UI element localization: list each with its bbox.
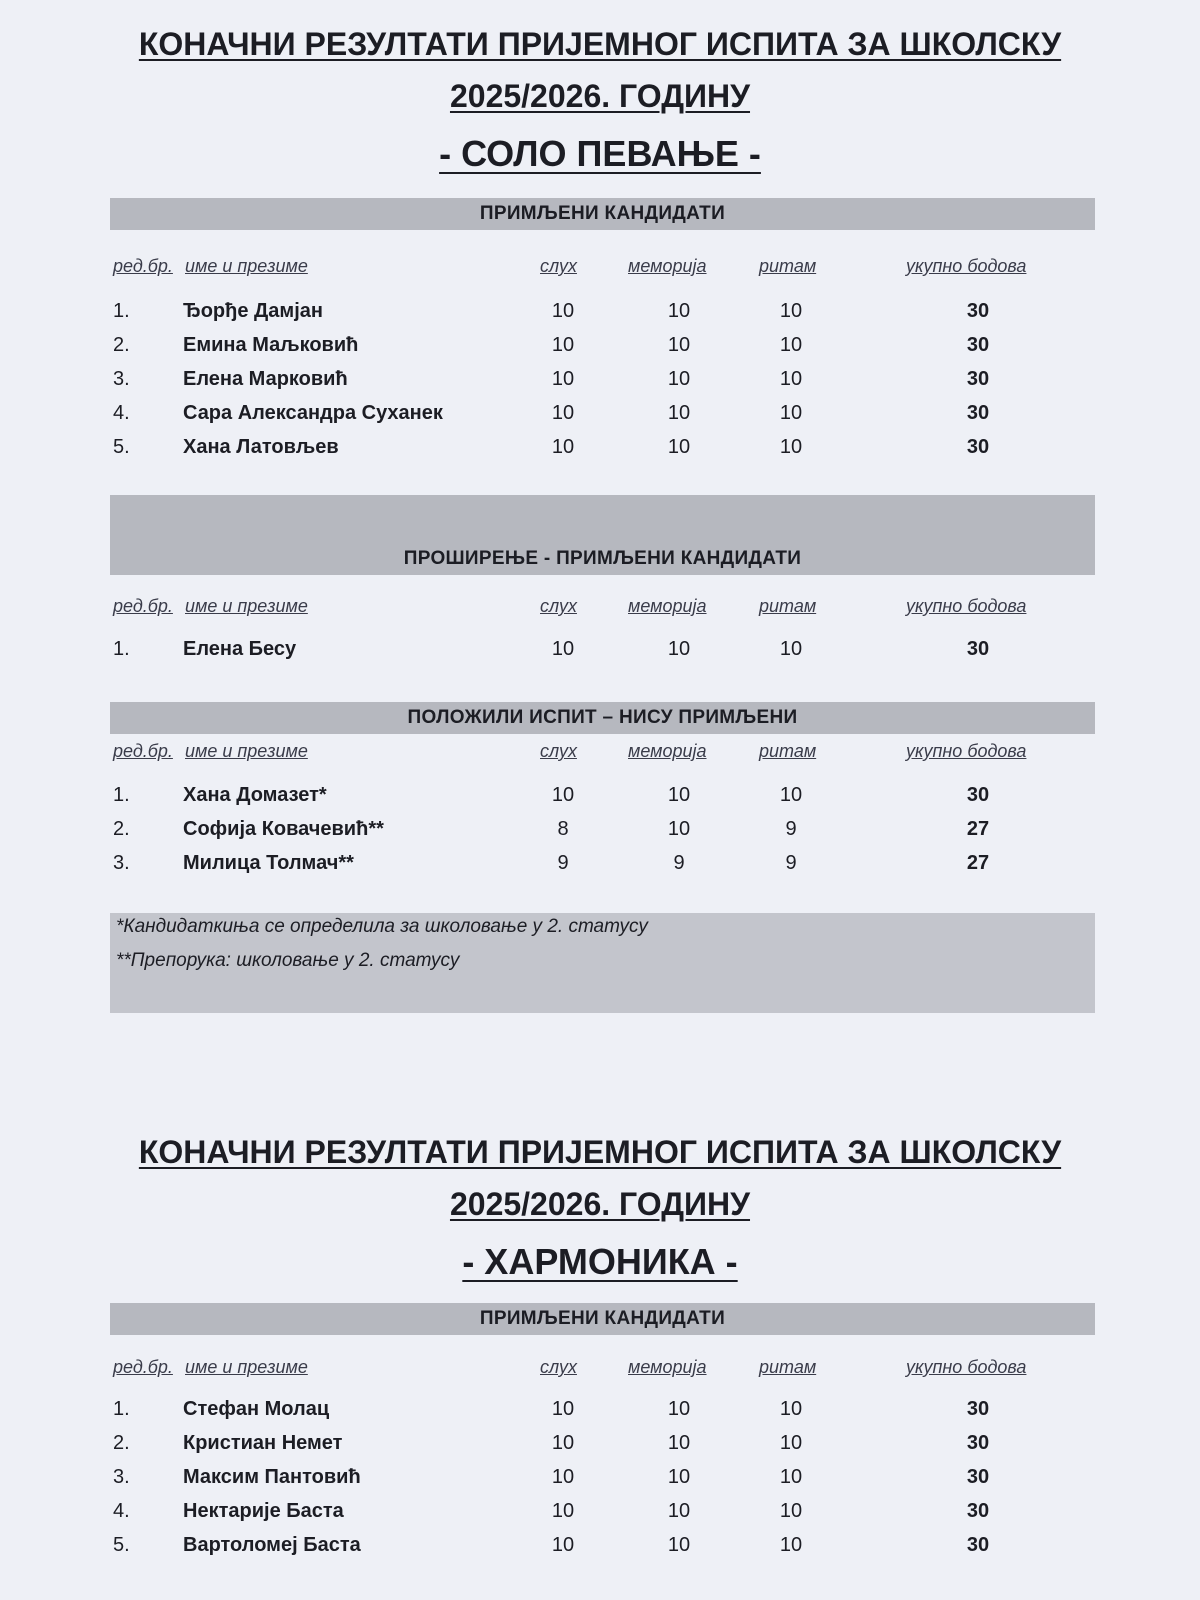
table-row bbox=[0, 638, 1200, 670]
score-sluh: 8 bbox=[557, 818, 569, 840]
candidate-name: Елена Бесу bbox=[183, 638, 297, 660]
score-memorija: 10 bbox=[667, 436, 691, 458]
score-ritam: 10 bbox=[779, 402, 803, 424]
score-memorija: 10 bbox=[667, 334, 691, 356]
row-number: 4. bbox=[113, 402, 130, 424]
score-memorija: 10 bbox=[667, 638, 691, 660]
score-memorija: 10 bbox=[667, 1398, 691, 1420]
score-sluh: 10 bbox=[551, 1398, 575, 1420]
score-ritam: 10 bbox=[779, 334, 803, 356]
header-sluh: слух bbox=[540, 741, 577, 761]
header-num: ред.бр. bbox=[113, 596, 173, 616]
score-memorija: 10 bbox=[667, 784, 691, 806]
score-total: 30 bbox=[966, 1466, 990, 1488]
table-row bbox=[0, 784, 1200, 816]
table-row bbox=[0, 1432, 1200, 1464]
score-ritam: 10 bbox=[779, 1398, 803, 1420]
row-number: 1. bbox=[113, 638, 130, 660]
table-row bbox=[0, 402, 1200, 434]
doc1-section3-column-headers bbox=[0, 741, 1200, 767]
header-ukupno: укупно бодова bbox=[906, 1357, 1027, 1377]
footnote-2: **Препорука: школовање у 2. статусу bbox=[116, 950, 460, 971]
score-memorija: 10 bbox=[667, 1466, 691, 1488]
score-ritam: 9 bbox=[785, 852, 797, 874]
doc1-section1-column-headers bbox=[0, 256, 1200, 282]
doc2-section1-column-headers bbox=[0, 1357, 1200, 1383]
score-memorija: 10 bbox=[667, 1534, 691, 1556]
candidate-name: Сара Александра Суханек bbox=[183, 402, 443, 424]
table-row bbox=[0, 818, 1200, 850]
doc2-title bbox=[0, 1130, 1200, 1298]
candidate-name: Вартоломеј Баста bbox=[183, 1534, 361, 1556]
score-sluh: 10 bbox=[551, 1500, 575, 1522]
score-sluh: 10 bbox=[551, 436, 575, 458]
doc1-subtitle: - СОЛО ПЕВАЊЕ - bbox=[439, 133, 761, 174]
header-sluh: слух bbox=[540, 256, 577, 276]
doc1-section2-heading-text: ПРОШИРЕЊЕ - ПРИМЉЕНИ КАНДИДАТИ bbox=[403, 548, 802, 569]
score-sluh: 10 bbox=[551, 1466, 575, 1488]
score-ritam: 10 bbox=[779, 1432, 803, 1454]
score-sluh: 10 bbox=[551, 1534, 575, 1556]
candidate-name: Милица Толмач** bbox=[183, 852, 354, 874]
header-memorija: меморија bbox=[628, 741, 707, 761]
score-sluh: 10 bbox=[551, 638, 575, 660]
candidate-name: Максим Пантовић bbox=[183, 1466, 361, 1488]
header-ukupno: укупно бодова bbox=[906, 596, 1027, 616]
header-num: ред.бр. bbox=[113, 741, 173, 761]
doc1-title-line1: КОНАЧНИ РЕЗУЛТАТИ ПРИЈЕМНОГ ИСПИТА ЗА ШКОЛСКУ bbox=[138, 26, 1062, 62]
score-ritam: 9 bbox=[785, 818, 797, 840]
score-memorija: 10 bbox=[667, 402, 691, 424]
row-number: 5. bbox=[113, 436, 130, 458]
header-name: име и презиме bbox=[185, 741, 308, 761]
candidate-name: Елена Марковић bbox=[183, 368, 348, 390]
doc1-section3-heading: ПОЛОЖИЛИ ИСПИТ – НИСУ ПРИМЉЕНИ bbox=[110, 702, 1095, 734]
candidate-name: Хана Латовљев bbox=[183, 436, 339, 458]
header-sluh: слух bbox=[540, 1357, 577, 1377]
header-num: ред.бр. bbox=[113, 256, 173, 276]
score-total: 30 bbox=[966, 784, 990, 806]
header-memorija: меморија bbox=[628, 1357, 707, 1377]
row-number: 3. bbox=[113, 852, 130, 874]
header-ritam: ритам bbox=[759, 596, 817, 616]
candidate-name: Кристиан Немет bbox=[183, 1432, 343, 1454]
score-total: 30 bbox=[966, 1398, 990, 1420]
table-row bbox=[0, 1500, 1200, 1532]
table-row bbox=[0, 1466, 1200, 1498]
score-ritam: 10 bbox=[779, 1534, 803, 1556]
score-sluh: 10 bbox=[551, 368, 575, 390]
header-name: име и презиме bbox=[185, 256, 308, 276]
header-num: ред.бр. bbox=[113, 1357, 173, 1377]
header-name: име и презиме bbox=[185, 596, 308, 616]
doc1-title-line2: 2025/2026. ГОДИНУ bbox=[449, 78, 751, 114]
header-ritam: ритам bbox=[759, 741, 817, 761]
score-total: 27 bbox=[966, 818, 990, 840]
score-sluh: 10 bbox=[551, 334, 575, 356]
row-number: 1. bbox=[113, 1398, 130, 1420]
table-row bbox=[0, 300, 1200, 332]
score-sluh: 10 bbox=[551, 1432, 575, 1454]
score-memorija: 10 bbox=[667, 368, 691, 390]
candidate-name: Стефан Молац bbox=[183, 1398, 330, 1420]
header-ukupno: укупно бодова bbox=[906, 256, 1027, 276]
score-total: 30 bbox=[966, 1500, 990, 1522]
score-total: 30 bbox=[966, 638, 990, 660]
score-total: 30 bbox=[966, 402, 990, 424]
score-total: 30 bbox=[966, 1432, 990, 1454]
score-total: 30 bbox=[966, 368, 990, 390]
header-sluh: слух bbox=[540, 596, 577, 616]
table-row bbox=[0, 368, 1200, 400]
row-number: 2. bbox=[113, 1432, 130, 1454]
score-ritam: 10 bbox=[779, 436, 803, 458]
score-total: 27 bbox=[966, 852, 990, 874]
score-ritam: 10 bbox=[779, 300, 803, 322]
header-name: име и презиме bbox=[185, 1357, 308, 1377]
doc1-section1-heading: ПРИМЉЕНИ КАНДИДАТИ bbox=[110, 198, 1095, 230]
score-ritam: 10 bbox=[779, 784, 803, 806]
doc1-section2-column-headers bbox=[0, 596, 1200, 622]
score-ritam: 10 bbox=[779, 638, 803, 660]
table-row bbox=[0, 436, 1200, 468]
score-total: 30 bbox=[966, 334, 990, 356]
row-number: 5. bbox=[113, 1534, 130, 1556]
doc2-title-line2: 2025/2026. ГОДИНУ bbox=[449, 1186, 751, 1222]
table-row bbox=[0, 1398, 1200, 1430]
row-number: 3. bbox=[113, 1466, 130, 1488]
score-ritam: 10 bbox=[779, 1466, 803, 1488]
score-memorija: 9 bbox=[673, 852, 685, 874]
header-ritam: ритам bbox=[759, 1357, 817, 1377]
candidate-name: Софија Ковачевић** bbox=[183, 818, 384, 840]
header-memorija: меморија bbox=[628, 256, 707, 276]
score-total: 30 bbox=[966, 436, 990, 458]
row-number: 1. bbox=[113, 300, 130, 322]
header-ukupno: укупно бодова bbox=[906, 741, 1027, 761]
footnotes bbox=[110, 913, 1095, 1013]
score-memorija: 10 bbox=[667, 300, 691, 322]
candidate-name: Хана Домазет* bbox=[183, 784, 327, 806]
row-number: 3. bbox=[113, 368, 130, 390]
table-row bbox=[0, 852, 1200, 884]
score-memorija: 10 bbox=[667, 818, 691, 840]
doc1-section2-heading bbox=[110, 495, 1095, 575]
score-sluh: 10 bbox=[551, 402, 575, 424]
score-total: 30 bbox=[966, 1534, 990, 1556]
header-memorija: меморија bbox=[628, 596, 707, 616]
row-number: 2. bbox=[113, 334, 130, 356]
row-number: 4. bbox=[113, 1500, 130, 1522]
table-row bbox=[0, 1534, 1200, 1566]
doc2-title-line1: КОНАЧНИ РЕЗУЛТАТИ ПРИЈЕМНОГ ИСПИТА ЗА ШКОЛСКУ bbox=[138, 1134, 1062, 1170]
score-sluh: 9 bbox=[557, 852, 569, 874]
row-number: 2. bbox=[113, 818, 130, 840]
footnote-1: *Кандидаткиња се определила за школовање у 2. статусу bbox=[116, 916, 648, 937]
score-ritam: 10 bbox=[779, 1500, 803, 1522]
header-ritam: ритам bbox=[759, 256, 817, 276]
doc2-section1-heading: ПРИМЉЕНИ КАНДИДАТИ bbox=[110, 1303, 1095, 1335]
score-total: 30 bbox=[966, 300, 990, 322]
score-sluh: 10 bbox=[551, 300, 575, 322]
table-row bbox=[0, 334, 1200, 366]
score-ritam: 10 bbox=[779, 368, 803, 390]
doc1-title bbox=[0, 22, 1200, 190]
candidate-name: Ђорђе Дамјан bbox=[183, 300, 323, 322]
score-memorija: 10 bbox=[667, 1500, 691, 1522]
candidate-name: Емина Маљковић bbox=[183, 334, 359, 356]
candidate-name: Нектарије Баста bbox=[183, 1500, 344, 1522]
doc2-subtitle: - ХАРМОНИКА - bbox=[462, 1241, 738, 1282]
score-memorija: 10 bbox=[667, 1432, 691, 1454]
score-sluh: 10 bbox=[551, 784, 575, 806]
row-number: 1. bbox=[113, 784, 130, 806]
